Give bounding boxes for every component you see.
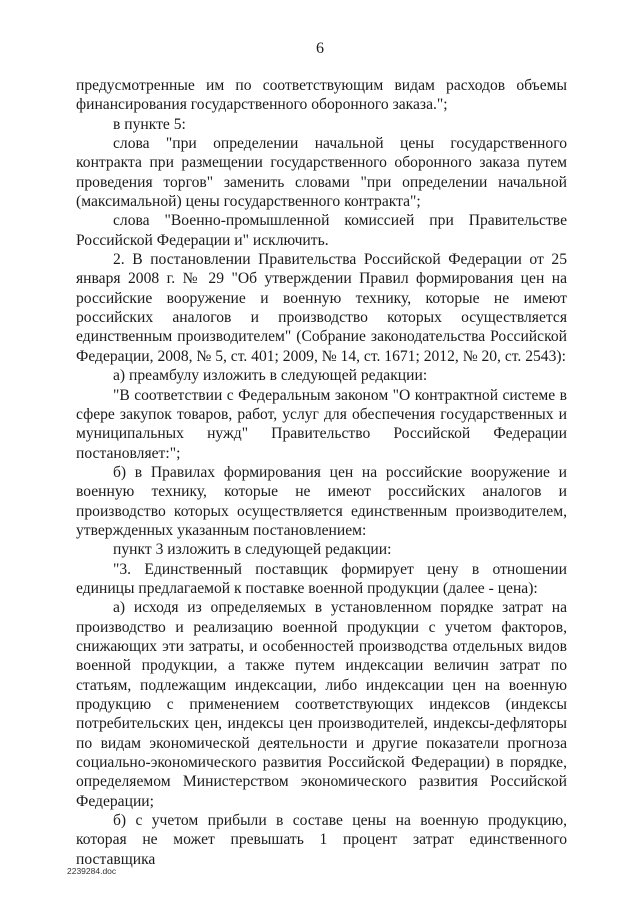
body-paragraph: слова "Военно-промышленной комиссией при Правительстве Российской Федерации и" исключить. <box>76 212 567 249</box>
file-name-footer: 2239284.doc <box>67 866 117 876</box>
body-paragraph: "3. Единственный поставщик формирует цену в отношении единицы предлагаемой к поставке военной продукции (далее - цена): <box>76 560 567 597</box>
body-paragraph: пункт 3 изложить в следующей редакции: <box>113 541 392 559</box>
body-paragraph: предусмотренные им по соответствующим видам расходов объемы финансирования государственного оборонного заказа."; <box>76 77 567 114</box>
body-paragraph: 2. В постановлении Правительства Российской Федерации от 25 января 2008 г. № 29 "Об утверждении Правил формирования цен на российские вооружение и военную технику, которые не имеют российских аналогов и производство которых осуществляется единственным производителем" (Собрание законодательства Российской Федерации, 2008, № 5, ст. 401; 2009, № 14, ст. 1671; 2012, № 20, ст. 2543): <box>76 251 567 365</box>
body-paragraph: а) исходя из определяемых в установленном порядке затрат на производство и реализацию военной продукции с учетом факторов, снижающих эти затраты, и особенностей производства отдельных видов военной продукции, а также путем индексации величин затрат по статьям, подлежащим индексации, либо индексации цен на военную продукцию с применением соответствующих индексов (индексы потребительских цен, индексы цен производителей, индексы-дефляторы по видам экономической деятельности и другие показатели прогноза социально-экономического развития Российской Федерации) в порядке, определяемом Министерством экономического развития Российской Федерации; <box>76 599 567 810</box>
body-paragraph: в пункте 5: <box>113 115 186 133</box>
body-paragraph: б) с учетом прибыли в составе цены на военную продукцию, которая не может превышать 1 процент затрат единственного поставщика <box>76 812 567 868</box>
body-paragraph: б) в Правилах формирования цен на российские вооружение и военную технику, которые не имеют российских аналогов и производство которых осуществляется единственным производителем, утвержденных указанным постановлением: <box>76 463 567 539</box>
document-body <box>76 76 567 869</box>
body-paragraph: "В соответствии с Федеральным законом "О контрактной системе в сфере закупок товаров, работ, услуг для обеспечения государственных и муниципальных нужд" Правительство Российской Федерации постановляет:"; <box>76 386 567 462</box>
body-paragraph: а) преамбулу изложить в следующей редакции: <box>113 367 428 385</box>
page-number: 6 <box>316 40 324 57</box>
body-paragraph: слова "при определении начальной цены государственного контракта при размещении государственного оборонного заказа путем проведения торгов" заменить словами "при определении начальной (максимальной) цены государственного контракта"; <box>76 135 567 211</box>
